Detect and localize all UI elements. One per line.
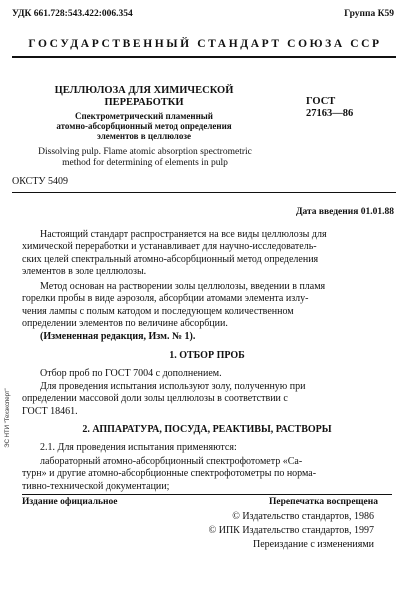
title-line: ПЕРЕРАБОТКИ — [104, 97, 184, 108]
gost-label: ГОСТ — [306, 96, 336, 107]
effective-date-value: 01.01.88 — [360, 207, 394, 217]
copyright-1986: © Издательство стандартов, 1986 — [232, 511, 374, 522]
text-line: ских целей спектральный атомно-абсорбционный метод определения — [22, 253, 319, 265]
reissue-note: Переиздание с изменениями — [252, 539, 374, 550]
text-line: лабораторный атомно-абсорбционный спектрофотометр «Са- — [40, 456, 303, 467]
effective-date-label: Дата введения — [295, 207, 359, 217]
text-line: Настоящий стандарт распространяется на все виды целлюлозы для — [40, 229, 327, 240]
intro-paragraph-2 — [22, 281, 325, 330]
standard-banner: ГОСУДАРСТВЕННЫЙ СТАНДАРТ СОЮЗА ССР — [28, 38, 382, 50]
subtitle-line: Спектрометрический пламенный — [74, 111, 213, 121]
title-line: ЦЕЛЛЮЛОЗА ДЛЯ ХИМИЧЕСКОЙ — [54, 85, 234, 96]
text-line: Метод основан на растворении золы целлюлозы, введении в пламя — [40, 281, 326, 292]
section-2-paragraph-2 — [22, 456, 316, 493]
side-stamp: ЭС НТИ "Техэксперт" — [5, 388, 11, 448]
document-title — [14, 85, 274, 109]
text-line: химической переработки и устанавливает для научно-исследователь- — [22, 241, 317, 253]
intro-paragraph-1 — [22, 229, 327, 278]
subtitle-line: элементов в целлюлозе — [97, 131, 191, 141]
okstu-code: ОКСТУ 5409 — [12, 176, 69, 187]
text-line: определении массовой доли золы целлюлозы в соответствии с — [22, 393, 288, 405]
section-1-paragraph-1: Отбор проб по ГОСТ 7004 с дополнением. — [40, 368, 222, 379]
text-line: горелки пробы в виде аэрозоля, абсорбции атомами элемента излу- — [22, 293, 309, 305]
title-rule — [12, 192, 396, 193]
group-code: Группа К59 — [344, 9, 394, 19]
header-rule — [12, 56, 396, 58]
english-title-line: Dissolving pulp. Flame atomic absorption spectrometric — [38, 147, 252, 157]
section-2-heading: 2. АППАРАТУРА, ПОСУДА, РЕАКТИВЫ, РАСТВОРЫ — [82, 424, 332, 435]
text-line: ГОСТ 18461. — [22, 405, 78, 417]
text-line: элементов в золе целлюлозы. — [22, 265, 147, 277]
copyright-1997: © ИПК Издательство стандартов, 1997 — [208, 525, 374, 536]
english-title-line: method for determining of elements in pulp — [62, 158, 228, 168]
footer-rule — [22, 494, 392, 495]
section-1-heading: 1. ОТБОР ПРОБ — [169, 350, 245, 361]
text-line: турн» и другие атомно-абсорбционные спектрофотометры по норма- — [22, 468, 317, 480]
reprint-forbidden-label: Перепечатка воспрещена — [268, 497, 378, 507]
gost-number: 27163—86 — [306, 108, 354, 119]
subtitle-line: атомно-абсорбционный метод определения — [56, 121, 232, 131]
udk-code: УДК 661.728:543.422:006.354 — [12, 9, 133, 19]
section-2-paragraph-1: 2.1. Для проведения испытания применяются: — [40, 442, 237, 453]
official-edition-label: Издание официальное — [22, 497, 118, 507]
document-subtitle — [14, 111, 274, 141]
text-line: Для проведения испытания используют золу, полученную при — [40, 381, 306, 392]
section-1-paragraph-2 — [22, 381, 305, 418]
text-line: тивно-технической документации; — [22, 480, 170, 492]
effective-date — [296, 207, 394, 217]
text-line: определении элементов по величине абсорбции. — [22, 317, 228, 329]
amendment-note: (Измененная редакция, Изм. № 1). — [40, 331, 196, 342]
text-line: чения лампы с полым катодом и последующем количественном — [22, 305, 294, 317]
english-title — [10, 147, 280, 169]
